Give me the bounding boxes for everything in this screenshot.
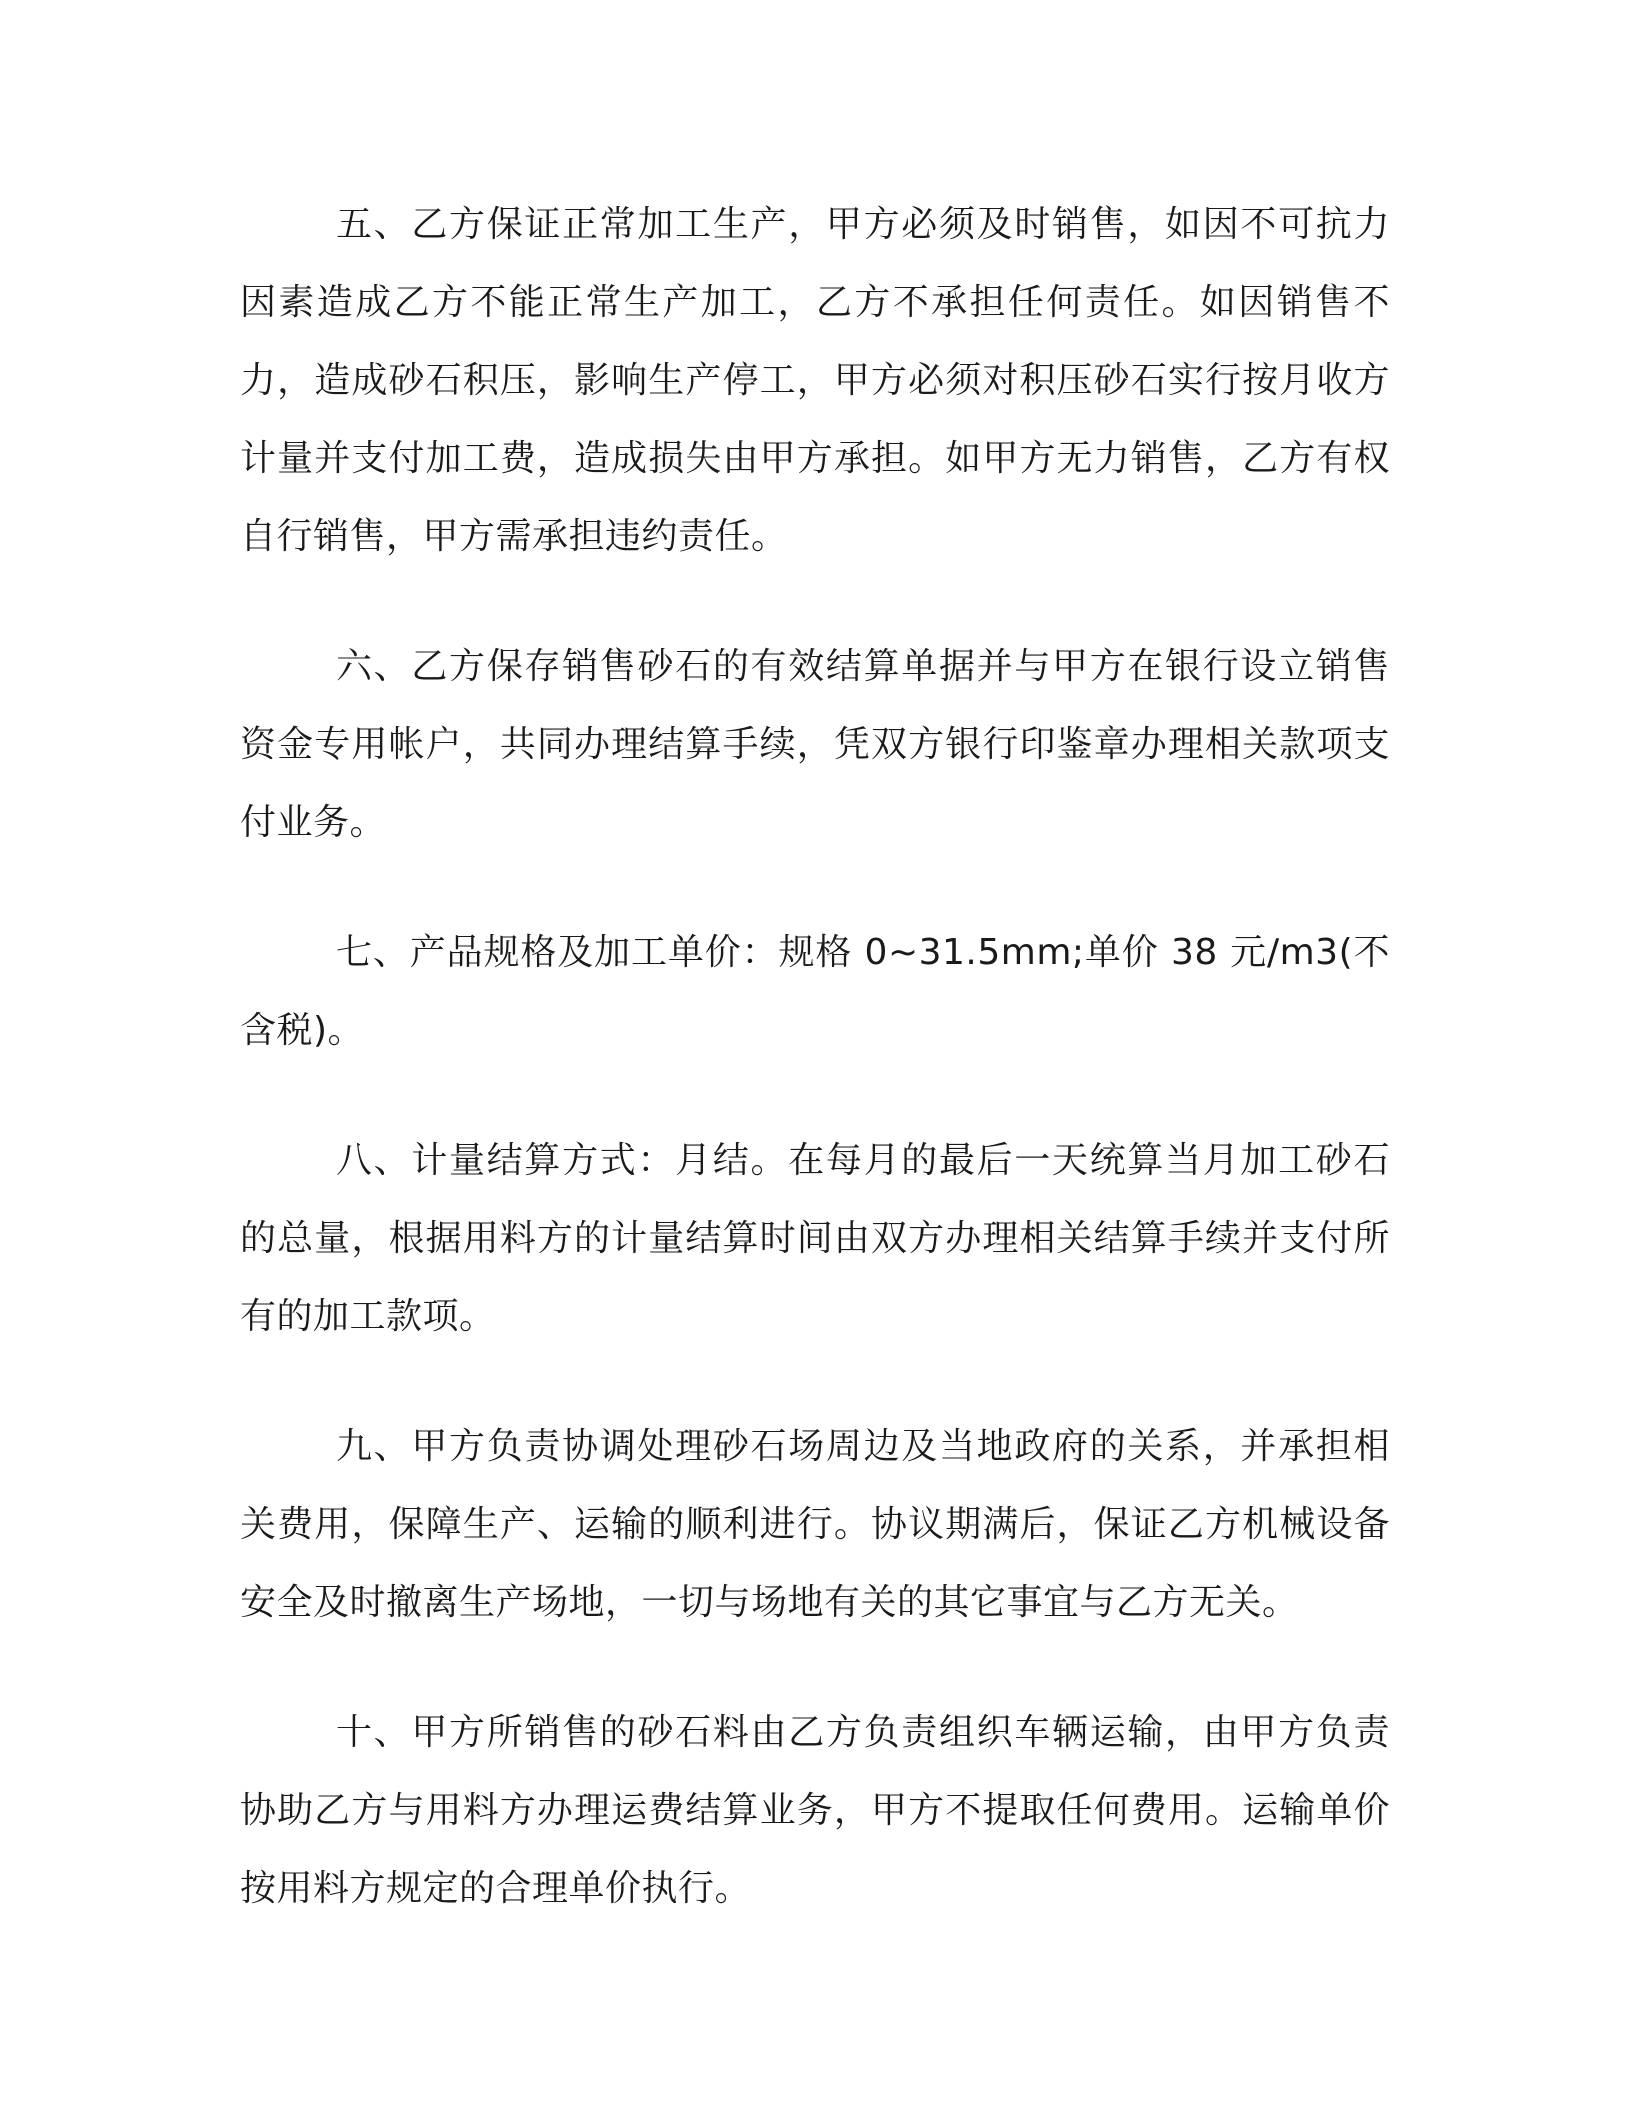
clause-eight: 八、计量结算方式：月结。在每月的最后一天统算当月加工砂石的总量，根据用料方的计量结算时间由双方办理相关结算手续并支付所有的加工款项。 (240, 1140, 1390, 1337)
clause-seven: 七、产品规格及加工单价：规格 0~31.5mm;单价 38 元/m3(不含税)。 (240, 932, 1390, 1051)
clause-five: 五、乙方保证正常加工生产，甲方必须及时销售，如因不可抗力因素造成乙方不能正常生产加工，乙方不承担任何责任。如因销售不力，造成砂石积压，影响生产停工，甲方必须对积压砂石实行按月收方计量并支付加工费，造成损失由甲方承担。如甲方无力销售，乙方有权自行销售，甲方需承担违约责任。 (240, 204, 1390, 557)
clause-six: 六、乙方保存销售砂石的有效结算单据并与甲方在银行设立销售资金专用帐户，共同办理结算手续，凭双方银行印鉴章办理相关款项支付业务。 (240, 646, 1390, 843)
clause-nine: 九、甲方负责协调处理砂石场周边及当地政府的关系，并承担相关费用，保障生产、运输的顺利进行。协议期满后，保证乙方机械设备安全及时撤离生产场地，一切与场地有关的其它事宜与乙方无关。 (240, 1426, 1390, 1623)
document-body (240, 186, 1390, 1980)
clause-ten: 十、甲方所销售的砂石料由乙方负责组织车辆运输，由甲方负责协助乙方与用料方办理运费结算业务，甲方不提取任何费用。运输单价按用料方规定的合理单价执行。 (240, 1712, 1390, 1909)
